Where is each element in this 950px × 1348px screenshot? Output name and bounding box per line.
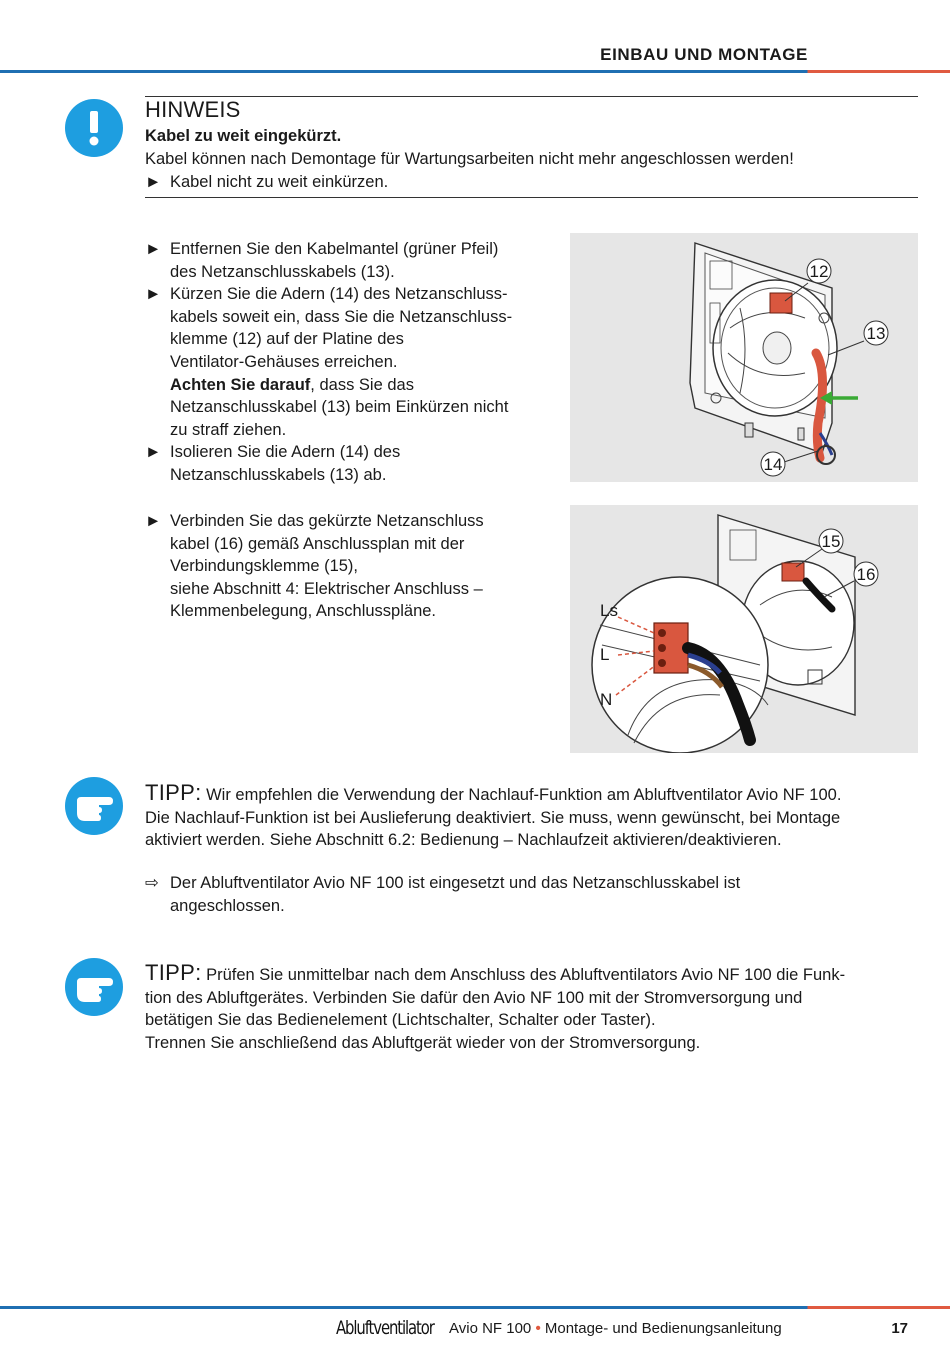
notice-bottom-rule <box>145 197 918 198</box>
tip-1-line: aktiviert werden. Siehe Abschnitt 6.2: Bedienung – Nachlaufzeit aktivieren/deaktivieren. <box>145 831 782 850</box>
terminal-label-n: N <box>600 690 613 709</box>
action-marker: ► <box>145 173 162 191</box>
callout-16: 16 <box>856 565 876 584</box>
notice-headline: Kabel zu weit eingekürzt. <box>145 127 342 145</box>
brand-logo: Abluftventilator <box>336 1317 434 1339</box>
tip-2-line <box>145 962 925 987</box>
section-title: EINBAU UND MONTAGE <box>600 45 808 64</box>
step-line: Kürzen Sie die Adern (14) des Netzanschluss- <box>170 285 508 304</box>
step-line: Isolieren Sie die Adern (14) des <box>170 443 401 462</box>
step-line: Verbinden Sie das gekürzte Netzanschluss <box>170 512 484 530</box>
steps-list-b <box>145 510 545 623</box>
tip-2-line: tion des Abluftgerätes. Verbinden Sie dafür den Avio NF 100 mit der Stromversorgung und <box>145 988 803 1007</box>
figure-cable-stripping <box>570 233 918 482</box>
tip-1 <box>145 782 925 852</box>
doc-title: Montage- und Bedienungsanleitung <box>544 1320 782 1337</box>
notice-body: Kabel können nach Demontage für Wartungsarbeiten nicht mehr angeschlossen werden! <box>145 150 794 168</box>
warning-icon <box>65 99 123 157</box>
callout-12: 12 <box>809 262 829 281</box>
header-rule <box>0 70 950 73</box>
terminal-label-ls: Ls <box>600 601 618 620</box>
tip-text: Wir empfehlen die Verwendung der Nachlauf-Funktion am Abluftventilator Avio NF 100. <box>206 786 842 804</box>
list-item <box>145 238 565 283</box>
step-line: Entfernen Sie den Kabelmantel (grüner Pfeil) <box>170 240 499 258</box>
step-line: des Netzanschlusskabels (13). <box>170 262 395 281</box>
list-item <box>145 872 925 917</box>
step-line: Verbindungsklemme (15), <box>170 557 359 576</box>
step-line: klemme (12) auf der Platine des <box>170 330 404 349</box>
tip-2-line: Trennen Sie anschließend das Abluftgerät wieder von der Stromversorgung. <box>145 1033 701 1052</box>
step-line: Ventilator-Gehäuses erreichen. <box>170 352 398 371</box>
step-line: Netzanschlusskabels (13) ab. <box>170 465 387 484</box>
notice-title: HINWEIS <box>145 97 241 122</box>
bullet-marker: ► <box>145 285 162 304</box>
tip-1-line <box>145 782 925 807</box>
list-item <box>145 441 565 486</box>
step-line: kabel (16) gemäß Anschlussplan mit der <box>170 534 465 553</box>
tip-1-line: Die Nachlauf-Funktion ist bei Auslieferung deaktiviert. Sie muss, wenn gewünscht, bei Montage <box>145 808 841 827</box>
notice-action <box>145 171 388 194</box>
callout-13: 13 <box>866 324 886 343</box>
figure-terminal-connection <box>570 505 918 753</box>
product-name: Avio NF 100 <box>449 1320 532 1337</box>
footer-doc-info <box>449 1318 782 1341</box>
callout-14: 14 <box>763 455 783 474</box>
terminal-label-l: L <box>600 645 610 664</box>
pointing-hand-icon <box>65 777 123 835</box>
tip-text: Prüfen Sie unmittelbar nach dem Anschluss des Abluftventilators Avio NF 100 die Funk- <box>206 966 846 984</box>
result-line: angeschlossen. <box>170 896 285 915</box>
step-line: siehe Abschnitt 4: Elektrischer Anschluss – <box>170 579 483 598</box>
pointing-hand-icon <box>65 958 123 1016</box>
footer-separator: • <box>535 1320 541 1337</box>
tip-2 <box>145 962 925 1054</box>
caution-text: , dass Sie das <box>310 375 414 394</box>
bullet-marker: ► <box>145 240 162 258</box>
step-line: Klemmenbelegung, Anschlusspläne. <box>170 602 437 621</box>
tip-2-line: betätigen Sie das Bedienelement (Lichtschalter, Schalter oder Taster). <box>145 1011 656 1030</box>
caution-line: zu straff ziehen. <box>170 420 287 439</box>
result-arrow-icon: ⇨ <box>145 874 159 892</box>
footer-rule <box>0 1306 950 1309</box>
result-line: Der Abluftventilator Avio NF 100 ist eingesetzt und das Netzanschlusskabel ist <box>170 874 741 892</box>
page-number: 17 <box>891 1320 908 1337</box>
tip-label: TIPP: <box>145 780 202 805</box>
list-item <box>145 283 565 441</box>
caution-line <box>170 374 565 397</box>
list-item <box>145 510 545 623</box>
callout-15: 15 <box>821 532 841 551</box>
step-line: kabels soweit ein, dass Sie die Netzanschluss- <box>170 307 513 326</box>
steps-list-a <box>145 238 565 487</box>
caution-line: Netzanschlusskabel (13) beim Einkürzen nicht <box>170 398 509 417</box>
action-text: Kabel nicht zu weit einkürzen. <box>169 173 389 191</box>
caution-bold: Achten Sie darauf <box>170 375 311 394</box>
result-statement <box>145 872 925 917</box>
bullet-marker: ► <box>145 443 162 462</box>
bullet-marker: ► <box>145 512 162 530</box>
tip-label: TIPP: <box>145 960 202 985</box>
notice-top-rule <box>145 96 918 97</box>
